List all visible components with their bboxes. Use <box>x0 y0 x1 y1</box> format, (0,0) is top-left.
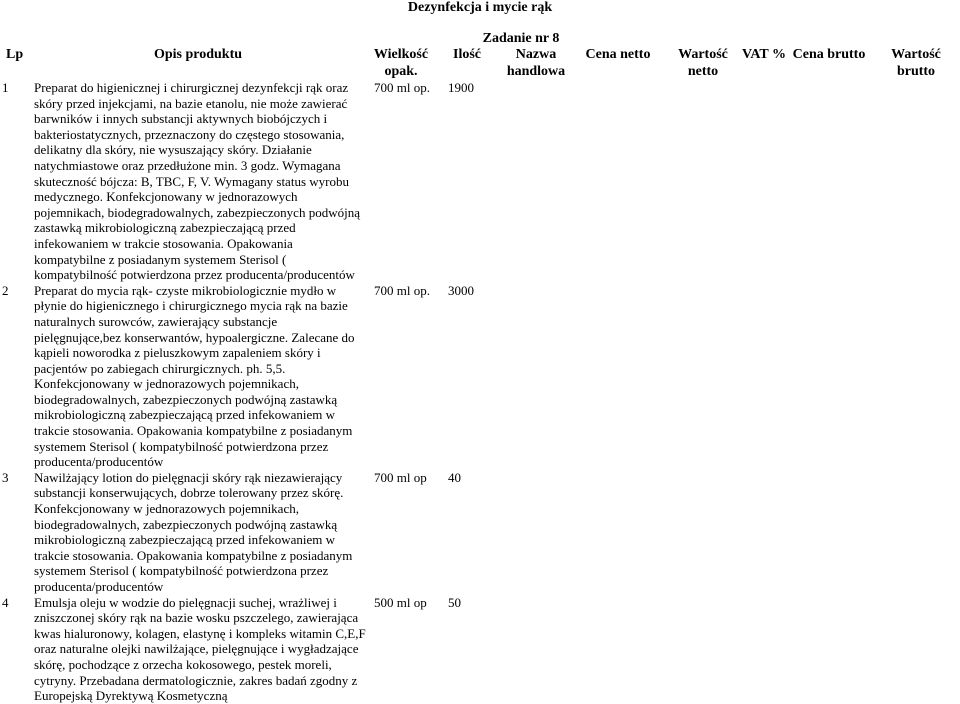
row-gross-price[interactable] <box>786 595 872 704</box>
row-net-price[interactable] <box>572 595 664 704</box>
row-gross-value[interactable] <box>872 595 960 704</box>
header-wartosc-netto: Wartość netto <box>678 47 728 79</box>
row-vat[interactable] <box>742 595 786 704</box>
table-row <box>0 283 960 470</box>
row-package-size: 700 ml op. <box>374 282 430 298</box>
row-vat[interactable] <box>742 470 786 595</box>
table-row <box>0 595 960 704</box>
row-gross-price[interactable] <box>786 80 872 283</box>
row-gross-price[interactable] <box>786 470 872 595</box>
row-package-size: 700 ml op. <box>374 80 430 95</box>
table-header-row <box>0 46 960 80</box>
product-table <box>0 46 960 704</box>
row-description: Preparat do higienicznej i chirurgicznej dezynfekcji rąk oraz skóry przed injekcjami, na bazie etanolu, nie może zawierać barwników i innych substancji aktywnych biobójczych i bakteriostatycznych, przeznaczony do częstego stosowania, delikatny dla skóry, nie wysuszający skóry. Działanie natychmiastowe oraz przedłużone min. 3 godz. Wymagana skuteczność bójcza: B, TBC, F, V. Wymagany status wyrobu medycznego. Konfekcjonowany w jednorazowych pojemnikach, biodegradowalnych, zabezpieczonych podwójną zastawką mikrobiologiczną zabezpieczającą przed infekowaniem w trakcie stosowania. Opakowania kompatybilne z posiadanym systemem Sterisol ( kompatybilność potwierdzona przez producenta/producentów <box>34 80 360 283</box>
row-description: Nawilżający lotion do pielęgnacji skóry rąk niezawierający substancji konserwujących, dobrze tolerowany przez skórę. Konfekcjonowany w jednorazowych pojemnikach, biodegradowalnych, zabezpieczonych podwójną zastawką mikrobiologiczną zabezpieczającą przed infekowaniem w trakcie stosowania. Opakowania kompatybilne z posiadanym systemem Sterisol ( kompatybilność potwierdzona przez producenta/producentów <box>34 469 353 594</box>
row-package-size: 500 ml op <box>374 594 427 610</box>
row-description: Emulsja oleju w wodzie do pielęgnacji suchej, wrażliwej i zniszczonej skóry rąk na bazie wosku pszczelego, zawierająca kwas hialuronowy, kolagen, elastynę i kompleks witamin C,E,F oraz naturalne olejki nawilżające, pielęgnujące i wygładzające skórę, pochodzące z orzecha kokosowego, pestek moreli, cytryny. Przebadana dermatologicznie, zakres badań zgodny z Europejską Dyrektywą Kosmetyczną <box>34 594 366 704</box>
table-row <box>0 470 960 595</box>
row-lp: 4 <box>2 594 9 610</box>
row-net-value[interactable] <box>664 283 742 470</box>
row-lp: 1 <box>2 80 9 95</box>
header-cena-netto: Cena netto <box>585 47 651 62</box>
row-quantity: 40 <box>448 469 461 485</box>
row-net-value[interactable] <box>664 595 742 704</box>
row-quantity: 1900 <box>448 80 474 95</box>
row-net-price[interactable] <box>572 283 664 470</box>
task-number: Zadanie nr 8 <box>482 31 560 46</box>
row-lp: 3 <box>2 469 9 485</box>
row-quantity: 3000 <box>448 282 474 298</box>
table-row <box>0 80 960 283</box>
row-vat[interactable] <box>742 80 786 283</box>
row-package-size: 700 ml op <box>374 469 427 485</box>
header-wartosc-brutto: Wartość brutto <box>891 47 941 79</box>
row-gross-value[interactable] <box>872 283 960 470</box>
row-gross-value[interactable] <box>872 80 960 283</box>
header-lp: Lp <box>6 47 24 62</box>
header-wielkosc: Wielkość opak. <box>373 47 429 79</box>
header-cena-brutto: Cena brutto <box>792 47 866 62</box>
row-net-value[interactable] <box>664 80 742 283</box>
row-trade-name[interactable] <box>500 80 572 283</box>
row-lp: 2 <box>2 282 9 298</box>
row-gross-price[interactable] <box>786 283 872 470</box>
header-nazwa: Nazwa handlowa <box>506 47 566 79</box>
header-vat: VAT % <box>742 47 786 62</box>
row-trade-name[interactable] <box>500 283 572 470</box>
row-trade-name[interactable] <box>500 470 572 595</box>
header-opis: Opis produktu <box>153 47 243 62</box>
header-ilosc: Ilość <box>453 47 481 62</box>
row-net-value[interactable] <box>664 470 742 595</box>
row-trade-name[interactable] <box>500 595 572 704</box>
row-quantity: 50 <box>448 594 461 610</box>
document-title: Dezynfekcja i mycie rąk <box>407 0 553 15</box>
row-gross-value[interactable] <box>872 470 960 595</box>
row-vat[interactable] <box>742 283 786 470</box>
row-net-price[interactable] <box>572 80 664 283</box>
row-net-price[interactable] <box>572 470 664 595</box>
row-description: Preparat do mycia rąk- czyste mikrobiologicznie mydło w płynie do higienicznego i chirurgicznego mycia rąk na bazie naturalnych surowców, zawierający substancje pielęgnujące,bez konserwantów, hypoalergiczne. Zalecane do kąpieli noworodka z pieluszkowym zapaleniem skóry i pacjentów po zabiegach chirurgicznych. ph. 5,5. Konfekcjonowany w jednorazowych pojemnikach, biodegradowalnych, zabezpieczonych podwójną zastawką mikrobiologiczną zabezpieczającą przed infekowaniem w trakcie stosowania. Opakowania kompatybilne z posiadanym systemem Sterisol ( kompatybilność potwierdzona przez producenta/producentów <box>34 282 355 470</box>
